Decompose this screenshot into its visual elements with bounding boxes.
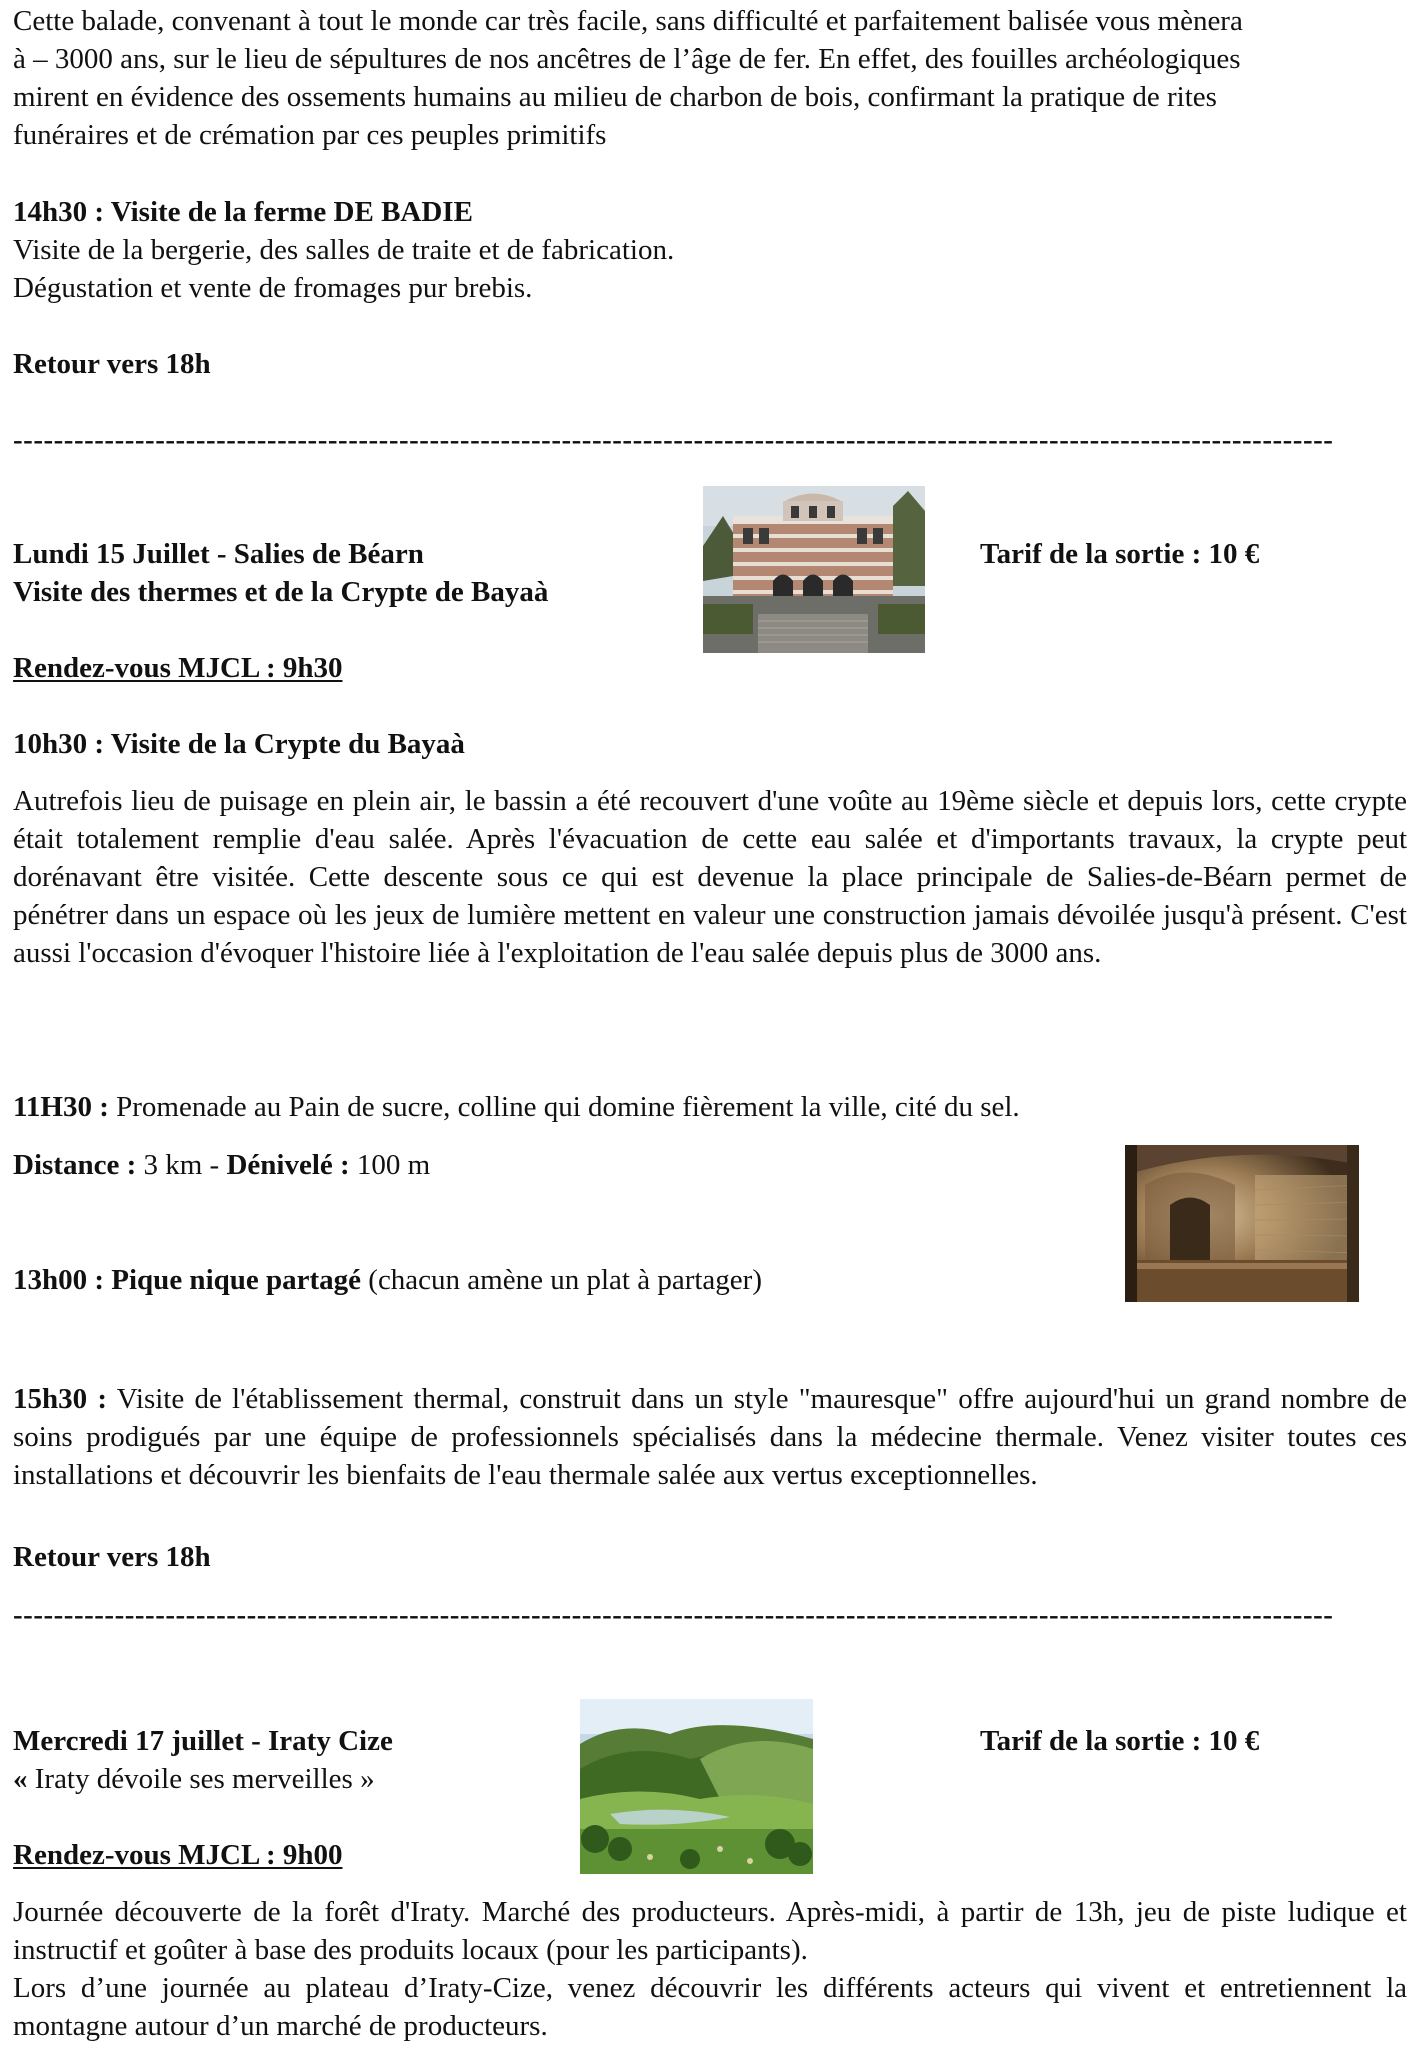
intro-line-3: mirent en évidence des ossements humains au milieu de charbon de bois, confirmant la pratique de rites (13, 81, 1217, 113)
salies-rdv: Rendez-vous MJCL : 9h30 (13, 652, 343, 684)
promenade-line (13, 1088, 1020, 1126)
intro-line-4: funéraires et de crémation par ces peuples primitifs (13, 119, 607, 151)
pique-text: (chacun amène un plat à partager) (361, 1264, 762, 1296)
thermes-photo (703, 486, 925, 653)
crypte-text: Autrefois lieu de puisage en plein air, le bassin a été recouvert d'une voûte au 19ème siècle et depuis lors, cette crypte était totalement remplie d'eau salée. Après l'évacuation de cette eau salée et d'importants travaux, la crypte peut dorénavant être visitée. Cette descente sous ce qui est devenue la place principale de Salies-de-Béarn permet de pénétrer dans un espace où les jeux de lumière mettent en valeur une construction jamais dévoilée jusqu'à présent. C'est aussi l'occasion d'évoquer l'histoire liée à l'exploitation de l'eau salée depuis plus de 3000 ans. (13, 785, 1407, 969)
ferme-heading: 14h30 : Visite de la ferme DE BADIE (13, 196, 473, 228)
iraty-price: Tarif de la sortie : 10 € (980, 1725, 1260, 1757)
iraty-text-2: Lors d’une journée au plateau d’Iraty-Cize, venez découvrir les différents acteurs qui vivent et entretiennent la montagne autour d’un marché de producteurs. (13, 1972, 1407, 2042)
pique-label: 13h00 : Pique nique partagé (13, 1264, 362, 1296)
salies-title: Lundi 15 Juillet - Salies de Béarn (13, 538, 424, 570)
ferme-line-2: Dégustation et vente de fromages pur brebis. (13, 272, 533, 304)
denivele-label: Dénivelé : (226, 1149, 350, 1181)
salies-retour: Retour vers 18h (13, 1541, 211, 1573)
promenade-text: Promenade au Pain de sucre, colline qui domine fièrement la ville, cité du sel. (108, 1091, 1020, 1123)
distance-value: 3 km - (136, 1149, 227, 1181)
promenade-time: 11H30 : (13, 1091, 109, 1123)
salies-subtitle: Visite des thermes et de la Crypte de Bayaà (13, 576, 549, 608)
iraty-subtitle-text: Iraty dévoile ses merveilles » (27, 1763, 375, 1795)
intro-line-1: Cette balade, convenant à tout le monde car très facile, sans difficulté et parfaitement balisée vous mènera (13, 5, 1243, 37)
iraty-title: Mercredi 17 juillet - Iraty Cize (13, 1725, 393, 1757)
distance-label: Distance : (13, 1149, 137, 1181)
retour-1: Retour vers 18h (13, 348, 211, 380)
iraty-subtitle (13, 1760, 375, 1798)
thermal-paragraph (13, 1380, 1407, 1494)
thermal-time: 15h30 : (13, 1383, 108, 1415)
thermal-text: Visite de l'établissement thermal, construit dans un style "mauresque" offre aujourd'hui un grand nombre de soins prodigués par une équipe de professionnels spécialisés dans la médecine thermale. Venez visiter toutes ces installations et découvrir les bienfaits de l'eau thermale salée aux vertus exceptionnelles. (13, 1383, 1407, 1491)
iraty-rdv: Rendez-vous MJCL : 9h00 (13, 1839, 343, 1871)
intro-line-2: à – 3000 ans, sur le lieu de sépultures de nos ancêtres de l’âge de fer. En effet, des fouilles archéologiques (13, 43, 1241, 75)
pique-line (13, 1261, 762, 1299)
iraty-photo (580, 1699, 813, 1874)
ferme-line-1: Visite de la bergerie, des salles de traite et de fabrication. (13, 234, 675, 266)
quote-open: « (13, 1763, 28, 1795)
crypte-heading: 10h30 : Visite de la Crypte du Bayaà (13, 728, 465, 760)
separator-1: ---------------------------------------------------------------------------------------------------------------------------------- (13, 424, 1334, 456)
crypte-photo (1125, 1145, 1359, 1302)
separator-2: ---------------------------------------------------------------------------------------------------------------------------------- (13, 1599, 1334, 1631)
salies-price: Tarif de la sortie : 10 € (980, 538, 1260, 570)
distance-line (13, 1146, 430, 1184)
iraty-text-1: Journée découverte de la forêt d'Iraty. Marché des producteurs. Après-midi, à partir de 13h, jeu de piste ludique et instructif et goûter à base des produits locaux (pour les participants). (13, 1896, 1407, 1966)
denivele-value: 100 m (349, 1149, 431, 1181)
